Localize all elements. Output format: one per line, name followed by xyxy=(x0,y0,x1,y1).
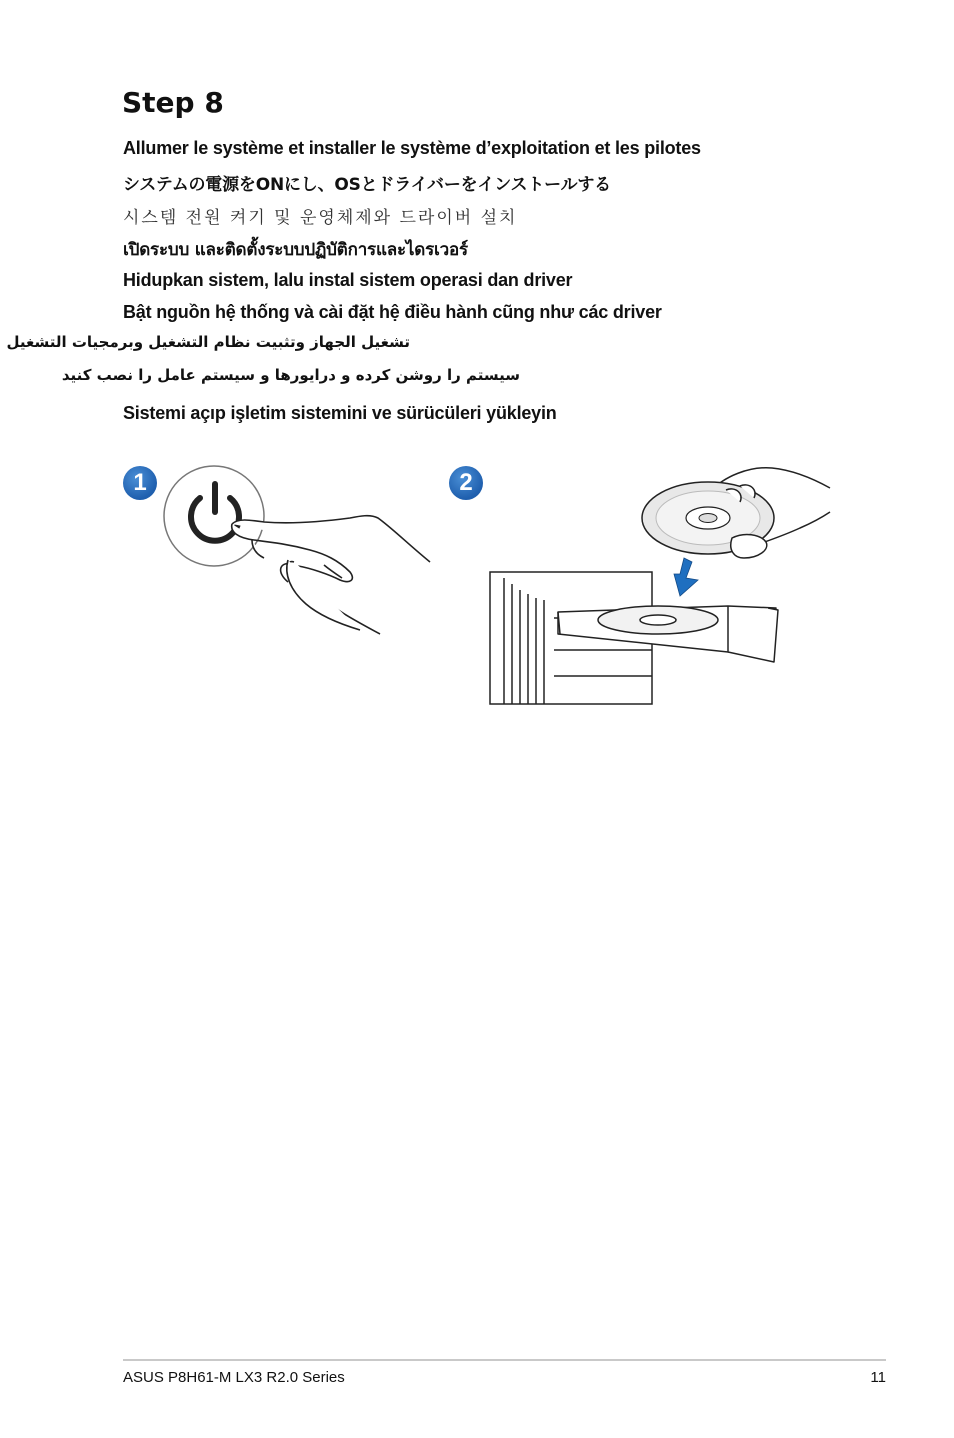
instruction-arabic: تشغيل الجهاز وتثبيت نظام التشغيل وبرمجيات التشغيل xyxy=(6,333,410,351)
instruction-japanese: システムの電源をONにし、OSとドライバーをインストールする xyxy=(123,175,611,195)
step-title: Step 8 xyxy=(122,86,224,119)
step-badge-2: 2 xyxy=(449,466,483,500)
instruction-vietnamese: Bật nguồn hệ thống và cài đặt hệ điều hành cũng như các driver xyxy=(123,302,662,322)
instruction-turkish: Sistemi açıp işletim sistemini ve sürücüleri yükleyin xyxy=(123,403,557,423)
instruction-french: Allumer le système et installer le système d’exploitation et les pilotes xyxy=(123,138,701,158)
power-button-ring xyxy=(164,466,264,566)
footer-divider xyxy=(123,1359,886,1361)
power-icon xyxy=(191,484,239,541)
instruction-persian: سيستم را روشن کرده و درايورها و سيستم عامل را نصب کنيد xyxy=(61,366,520,384)
step-badge-1: 1 xyxy=(123,466,157,500)
footer-page-number: 11 xyxy=(870,1369,886,1386)
down-arrow-icon xyxy=(674,558,698,596)
power-button-illustration xyxy=(160,462,440,642)
instruction-indonesian: Hidupkan sistem, lalu instal sistem operasi dan driver xyxy=(123,270,573,290)
footer-product-name: ASUS P8H61-M LX3 R2.0 Series xyxy=(123,1369,345,1386)
instruction-thai: เปิดระบบ และติดตั้งระบบปฏิบัติการและไดรเวอร์ xyxy=(123,240,468,260)
instruction-korean: 시스템 전원 켜기 및 운영체제와 드라이버 설치 xyxy=(123,208,518,228)
optical-drive-illustration xyxy=(488,462,838,708)
